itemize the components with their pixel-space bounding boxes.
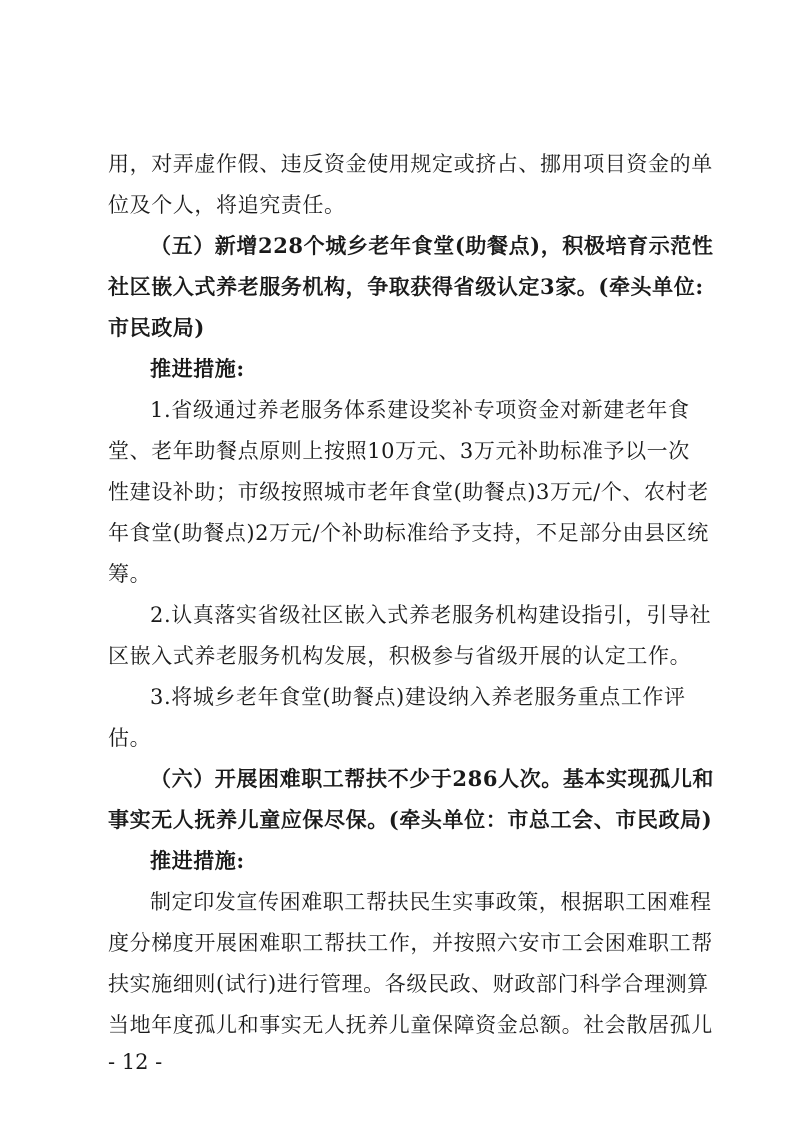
section-heading: 事实无人抚养儿童应保尽保。(牵头单位：市总工会、市民政局) <box>108 807 713 832</box>
page-number: - 12 - <box>108 1050 163 1074</box>
text-line: 区嵌入式养老服务机构发展，积极参与省级开展的认定工作。 <box>108 644 692 668</box>
section-heading: 社区嵌入式养老服务机构，争取获得省级认定3家。(牵头单位: <box>108 274 704 299</box>
section-heading: （六）开展困难职工帮扶不少于286人次。基本实现孤儿和 <box>150 766 715 791</box>
measures-heading: 推进措施: <box>150 356 245 381</box>
text-line: 当地年度孤儿和事实无人抚养儿童保障资金总额。社会散居孤儿 <box>108 1013 713 1037</box>
text-line: 扶实施细则(试行)进行管理。各级民政、财政部门科学合理测算 <box>108 972 709 996</box>
section-heading: （五）新增228个城乡老年食堂(助餐点)，积极培育示范性 <box>150 233 714 258</box>
measures-heading: 推进措施: <box>150 848 245 873</box>
text-line: 2.认真落实省级社区嵌入式养老服务机构建设指引，引导社 <box>150 603 712 627</box>
text-line: 年食堂(助餐点)2万元/个补助标准给予支持，不足部分由县区统 <box>108 521 709 545</box>
text-line: 用，对弄虚作假、违反资金使用规定或挤占、挪用项目资金的单 <box>108 152 713 176</box>
text-line: 筹。 <box>108 562 152 586</box>
section-heading: 市民政局) <box>108 315 205 340</box>
text-line: 1.省级通过养老服务体系建设奖补专项资金对新建老年食 <box>150 398 690 422</box>
text-line: 堂、老年助餐点原则上按照10万元、3万元补助标准予以一次 <box>108 439 690 463</box>
text-line: 3.将城乡老年食堂(助餐点)建设纳入养老服务重点工作评 <box>150 685 686 709</box>
text-line: 度分梯度开展困难职工帮扶工作，并按照六安市工会困难职工帮 <box>108 931 713 955</box>
text-line: 性建设补助；市级按照城市老年食堂(助餐点)3万元/个、农村老 <box>108 480 709 504</box>
text-line: 制定印发宣传困难职工帮扶民生实事政策，根据职工困难程 <box>150 890 712 914</box>
text-line: 估。 <box>108 726 152 750</box>
text-line: 位及个人，将追究责任。 <box>108 193 346 217</box>
